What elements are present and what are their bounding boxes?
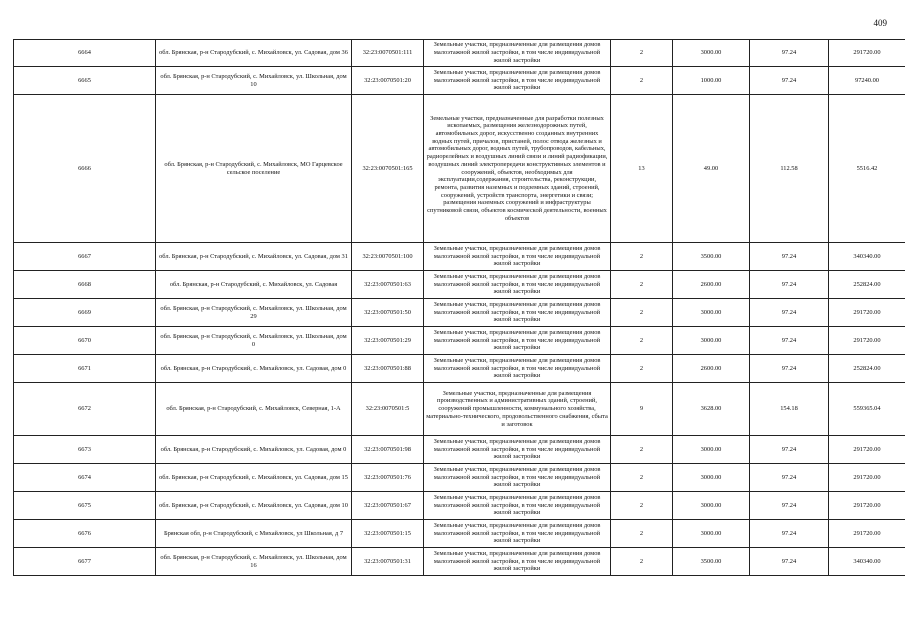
address-cell: обл. Брянская, р-н Стародубский, с. Михайловск, ул. Садовая, дом 0 — [156, 355, 352, 383]
address-cell: обл. Брянская, р-н Стародубский, с. Михайловск, ул. Садовая, дом 10 — [156, 492, 352, 520]
area-cell: 3500.00 — [673, 548, 750, 576]
row-number: 6666 — [14, 95, 156, 243]
group-cell: 2 — [611, 464, 673, 492]
cadastral-value-cell: 252824.00 — [829, 355, 905, 383]
row-number: 6670 — [14, 327, 156, 355]
group-cell: 2 — [611, 492, 673, 520]
area-cell: 3000.00 — [673, 436, 750, 464]
row-number: 6667 — [14, 243, 156, 271]
area-cell: 2600.00 — [673, 355, 750, 383]
cadastral-value-cell: 291720.00 — [829, 520, 905, 548]
group-cell: 2 — [611, 67, 673, 95]
group-cell: 13 — [611, 95, 673, 243]
row-number: 6672 — [14, 383, 156, 436]
table-row — [14, 436, 905, 464]
row-number: 6665 — [14, 67, 156, 95]
address-cell: Брянская обл, р-н Стародубский, с Михайловск, ул Школьная, д 7 — [156, 520, 352, 548]
row-number: 6671 — [14, 355, 156, 383]
rate-cell: 112.58 — [750, 95, 829, 243]
table-row — [14, 327, 905, 355]
rate-cell: 97.24 — [750, 520, 829, 548]
cadastral-value-cell: 5516.42 — [829, 95, 905, 243]
page-number: 409 — [873, 18, 887, 28]
cadastral-value-cell: 291720.00 — [829, 40, 905, 67]
cadastral-number-cell: 32:23:0070501:111 — [352, 40, 424, 67]
land-use-cell: Земельные участки, предназначенные для размещения производственных и административных зданий, строений, сооружений промышленности, коммунального хозяйства, материально-технического, продовольственного снабжения, сбыта и заготовок — [424, 383, 611, 436]
row-number: 6677 — [14, 548, 156, 576]
address-cell: обл. Брянская, р-н Стародубский, с. Михайловск, ул. Школьная, дом 0 — [156, 327, 352, 355]
group-cell: 9 — [611, 383, 673, 436]
table-row — [14, 95, 905, 243]
land-use-cell: Земельные участки, предназначенные для размещения домов малоэтажной жилой застройки, в том числе индивидуальной жилой застройки — [424, 520, 611, 548]
cadastral-value-cell: 340340.00 — [829, 243, 905, 271]
rate-cell: 97.24 — [750, 243, 829, 271]
table-row — [14, 520, 905, 548]
area-cell: 3628.00 — [673, 383, 750, 436]
area-cell: 49.00 — [673, 95, 750, 243]
cadastral-value-cell: 97240.00 — [829, 67, 905, 95]
row-number: 6676 — [14, 520, 156, 548]
cadastral-value-cell: 291720.00 — [829, 492, 905, 520]
area-cell: 3000.00 — [673, 464, 750, 492]
table-row — [14, 67, 905, 95]
table-row — [14, 355, 905, 383]
table-row — [14, 299, 905, 327]
cadastral-value-cell: 291720.00 — [829, 299, 905, 327]
address-cell: обл. Брянская, р-н Стародубский, с. Михайловск, ул. Садовая, дом 0 — [156, 436, 352, 464]
rate-cell: 97.24 — [750, 464, 829, 492]
land-use-cell: Земельные участки, предназначенные для размещения домов малоэтажной жилой застройки, в том числе индивидуальной жилой застройки — [424, 40, 611, 67]
cadastral-number-cell: 32:23:0070501:76 — [352, 464, 424, 492]
cadastral-number-cell: 32:23:0070501:63 — [352, 271, 424, 299]
table-row — [14, 243, 905, 271]
address-cell: обл. Брянская, р-н Стародубский, с. Михайловск, ул. Садовая, дом 36 — [156, 40, 352, 67]
cadastral-number-cell: 32:23:0070501:100 — [352, 243, 424, 271]
area-cell: 3000.00 — [673, 40, 750, 67]
address-cell: обл. Брянская, р-н Стародубский, с. Михайловск, ул. Школьная, дом 29 — [156, 299, 352, 327]
land-use-cell: Земельные участки, предназначенные для размещения домов малоэтажной жилой застройки, в том числе индивидуальной жилой застройки — [424, 299, 611, 327]
area-cell: 3000.00 — [673, 520, 750, 548]
address-cell: обл. Брянская, р-н Стародубский, с. Михайловск, ул. Садовая, дом 15 — [156, 464, 352, 492]
address-cell: обл. Брянская, р-н Стародубский, с. Михайловск, Северная, 1-А — [156, 383, 352, 436]
area-cell: 3000.00 — [673, 327, 750, 355]
cadastral-number-cell: 32:23:0070501:20 — [352, 67, 424, 95]
area-cell: 3500.00 — [673, 243, 750, 271]
table-row — [14, 271, 905, 299]
row-number: 6669 — [14, 299, 156, 327]
cadastral-number-cell: 32:23:0070501:88 — [352, 355, 424, 383]
group-cell: 2 — [611, 243, 673, 271]
area-cell: 3000.00 — [673, 299, 750, 327]
area-cell: 3000.00 — [673, 492, 750, 520]
group-cell: 2 — [611, 355, 673, 383]
group-cell: 2 — [611, 327, 673, 355]
group-cell: 2 — [611, 548, 673, 576]
group-cell: 2 — [611, 40, 673, 67]
address-cell: обл. Брянская, р-н Стародубский, с. Михайловск, ул. Школьная, дом 16 — [156, 548, 352, 576]
rate-cell: 97.24 — [750, 436, 829, 464]
rate-cell: 97.24 — [750, 271, 829, 299]
land-use-cell: Земельные участки, предназначенные для размещения домов малоэтажной жилой застройки, в том числе индивидуальной жилой застройки — [424, 327, 611, 355]
address-cell: обл. Брянская, р-н Стародубский, с. Михайловск, ул. Школьная, дом 10 — [156, 67, 352, 95]
cadastral-number-cell: 32:23:0070501:165 — [352, 95, 424, 243]
row-number: 6674 — [14, 464, 156, 492]
land-use-cell: Земельные участки, предназначенные для размещения домов малоэтажной жилой застройки, в том числе индивидуальной жилой застройки — [424, 436, 611, 464]
group-cell: 2 — [611, 299, 673, 327]
address-cell: обл. Брянская, р-н Стародубский, с. Михайловск, ул. Садовая, дом 31 — [156, 243, 352, 271]
land-use-cell: Земельные участки, предназначенные для размещения домов малоэтажной жилой застройки, в том числе индивидуальной жилой застройки — [424, 67, 611, 95]
table-row — [14, 383, 905, 436]
row-number: 6675 — [14, 492, 156, 520]
land-use-cell: Земельные участки, предназначенные для размещения домов малоэтажной жилой застройки, в том числе индивидуальной жилой застройки — [424, 464, 611, 492]
cadastral-number-cell: 32:23:0070501:29 — [352, 327, 424, 355]
cadastral-number-cell: 32:23:0070501:67 — [352, 492, 424, 520]
cadastral-value-cell: 340340.00 — [829, 548, 905, 576]
rate-cell: 97.24 — [750, 492, 829, 520]
row-number: 6668 — [14, 271, 156, 299]
rate-cell: 97.24 — [750, 40, 829, 67]
cadastral-value-cell: 252824.00 — [829, 271, 905, 299]
rate-cell: 97.24 — [750, 548, 829, 576]
land-use-cell: Земельные участки, предназначенные для разработки полезных ископаемых, размещения железнодорожных путей, автомобильных дорог, искусственно созданных внутренних водных путей, причалов, пристаней, полос отвода железных и автомобильных дорог, водных путей, трубопроводов, кабельных, радиорелейных и воздушных линий связи и линий радиофикации, воздушных линий электропередачи конструктивных элементов и сооружений, объектов, необходимых для эксплуатации,содержания, строительства, реконструкции, ремонта, развития наземных и подземных зданий, строений, сооружений, устройств транспорта, энергетики и связи; размещения наземных сооружений и инфраструктуры спутниковой связи, объектов космической деятельности, военных объектов — [424, 95, 611, 243]
cadastral-value-cell: 291720.00 — [829, 464, 905, 492]
group-cell: 2 — [611, 436, 673, 464]
row-number: 6673 — [14, 436, 156, 464]
area-cell: 2600.00 — [673, 271, 750, 299]
rate-cell: 97.24 — [750, 327, 829, 355]
land-use-cell: Земельные участки, предназначенные для размещения домов малоэтажной жилой застройки, в том числе индивидуальной жилой застройки — [424, 271, 611, 299]
group-cell: 2 — [611, 271, 673, 299]
table-row — [14, 548, 905, 576]
land-registry-table — [13, 39, 905, 576]
land-use-cell: Земельные участки, предназначенные для размещения домов малоэтажной жилой застройки, в том числе индивидуальной жилой застройки — [424, 548, 611, 576]
rate-cell: 97.24 — [750, 299, 829, 327]
row-number: 6664 — [14, 40, 156, 67]
cadastral-value-cell: 291720.00 — [829, 436, 905, 464]
address-cell: обл. Брянская, р-н Стародубский, с. Михайловск, МО Гарцевское сельское поселение — [156, 95, 352, 243]
land-use-cell: Земельные участки, предназначенные для размещения домов малоэтажной жилой застройки, в том числе индивидуальной жилой застройки — [424, 243, 611, 271]
land-use-cell: Земельные участки, предназначенные для размещения домов малоэтажной жилой застройки, в том числе индивидуальной жилой застройки — [424, 355, 611, 383]
rate-cell: 154.18 — [750, 383, 829, 436]
table-row — [14, 464, 905, 492]
table-row — [14, 492, 905, 520]
rate-cell: 97.24 — [750, 67, 829, 95]
address-cell: обл. Брянская, р-н Стародубский, с. Михайловск, ул. Садовая — [156, 271, 352, 299]
land-use-cell: Земельные участки, предназначенные для размещения домов малоэтажной жилой застройки, в том числе индивидуальной жилой застройки — [424, 492, 611, 520]
cadastral-value-cell: 559365.04 — [829, 383, 905, 436]
cadastral-value-cell: 291720.00 — [829, 327, 905, 355]
table-row — [14, 40, 905, 67]
cadastral-number-cell: 32:23:0070501:98 — [352, 436, 424, 464]
area-cell: 1000.00 — [673, 67, 750, 95]
cadastral-number-cell: 32:23:0070501:50 — [352, 299, 424, 327]
group-cell: 2 — [611, 520, 673, 548]
cadastral-number-cell: 32:23:0070501:15 — [352, 520, 424, 548]
cadastral-number-cell: 32:23:0070501:31 — [352, 548, 424, 576]
cadastral-number-cell: 32:23:0070501:5 — [352, 383, 424, 436]
rate-cell: 97.24 — [750, 355, 829, 383]
